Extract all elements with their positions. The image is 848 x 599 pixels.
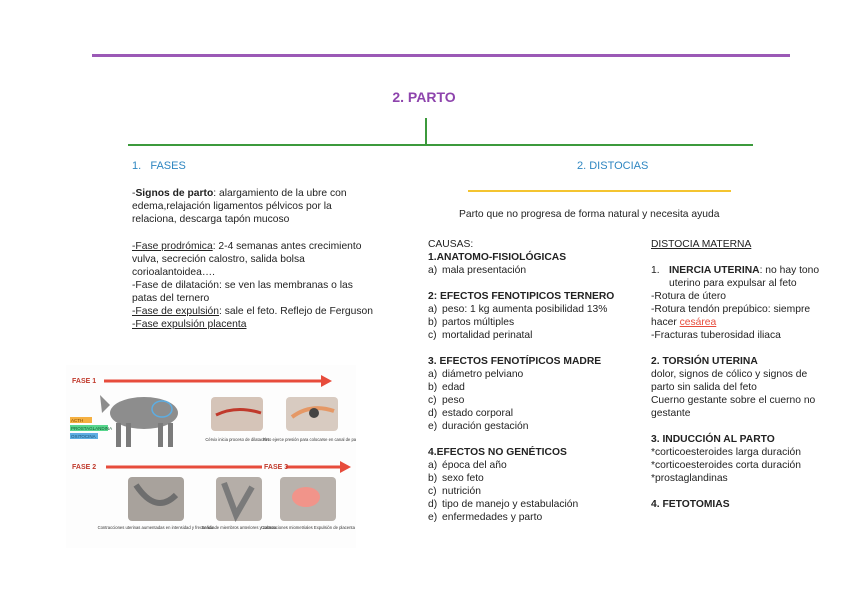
fase3-label: FASE 3 [264, 464, 289, 471]
list-item: e) enfermedades y parto [428, 512, 543, 523]
inercia-item [651, 264, 831, 290]
expulsion-label: -Fase de expulsión [132, 306, 220, 317]
top-divider [92, 54, 790, 57]
prodromica-label: -Fase prodrómica [132, 241, 213, 252]
fases-heading: 1. FASES [132, 160, 186, 172]
list-item: a) época del año [428, 460, 507, 471]
list-item: c) nutrición [428, 486, 481, 497]
page-title: 2. PARTO [392, 89, 456, 105]
placenta-line: -Fase expulsión placenta [132, 319, 247, 330]
signos-label: Signos de parto [135, 188, 214, 199]
group-4-title: 4.EFECTOS NO GENÉTICOS [428, 447, 567, 458]
causas-label: CAUSAS: [428, 239, 474, 250]
legend-oxitocina: OXITOCINA [71, 434, 96, 439]
cervix-caption: Cérvix inicia proceso de dilatación [205, 437, 269, 442]
distocias-definition: Parto que no progresa de forma natural y necesita ayuda [459, 209, 720, 220]
fetotomias-title: 4. FETOTOMIAS [651, 499, 730, 510]
list-item: c) peso [428, 395, 465, 406]
induccion-item: *corticoesteroides corta duración [651, 460, 801, 471]
fase2-label: FASE 2 [72, 464, 97, 471]
list-item: a) peso: 1 kg aumenta posibilidad 13% [428, 304, 608, 315]
fase1-label: FASE 1 [72, 378, 97, 385]
group-3-list [428, 368, 633, 433]
inercia-number: 1. [651, 265, 660, 276]
list-item: b) sexo feto [428, 473, 484, 484]
list-item: a) mala presentación [428, 265, 527, 276]
rotura-utero: -Rotura de útero [651, 291, 726, 302]
list-item: b) edad [428, 382, 465, 393]
torsion-title: 2. TORSIÓN UTERINA [651, 356, 758, 367]
rotura-tendon: -Rotura tendón prepúbico: siempre hacer [651, 304, 811, 328]
cow-illustration [100, 395, 178, 447]
list-item: e) duración gestación [428, 421, 529, 432]
group-2-title: 2: EFECTOS FENOTIPICOS TERNERO [428, 291, 615, 302]
contracciones-caption: Contracciones uterinas aumentadas en intensidad y frecuencia [97, 525, 215, 530]
salida-caption: Salida de miembros anteriores y cabeza [201, 525, 277, 530]
expulsion-text: : sale el feto. Reflejo de Ferguson [219, 306, 373, 317]
distocias-heading: 2. DISTOCIAS [577, 160, 649, 172]
list-item: a) diámetro pelviano [428, 369, 524, 380]
expulsion-paragraph [132, 305, 377, 318]
induccion-item: *prostaglandinas [651, 473, 728, 484]
list-item: d) estado corporal [428, 408, 513, 419]
list-item: b) partos múltiples [428, 317, 515, 328]
fase2-arrowhead [340, 461, 351, 473]
legend-acth: ACTH [71, 418, 84, 423]
prodromica-text: : 2-4 semanas antes crecimiento vulva, secreción calostro, salida bolsa corioalantoidea…. [132, 241, 362, 278]
induccion-item: *corticoesteroides larga duración [651, 447, 801, 458]
distocia-materna-section [651, 238, 831, 511]
rotura-tendon-line [651, 303, 831, 329]
list-item: d) tipo de manejo y estabulación [428, 499, 579, 510]
materna-heading: DISTOCIA MATERNA [651, 239, 752, 250]
list-item: c) mortalidad perinatal [428, 330, 533, 341]
group-3-title: 3. EFECTOS FENOTÍPICOS MADRE [428, 356, 602, 367]
cuerno-text: Cuerno gestante sobre el cuerno no gestante [651, 395, 816, 419]
prodromica-paragraph [132, 240, 377, 279]
group-2-list [428, 303, 633, 342]
inercia-text: : no hay tono uterino para expulsar al feto [669, 265, 820, 289]
legend-prostaglandina: PROSTAGLANDINA [71, 426, 113, 431]
feto-caption: Feto ejerce presión para colocarse en canal de parto [263, 437, 356, 442]
fases-section [132, 187, 377, 331]
induccion-title: 3. INDUCCIÓN AL PARTO [651, 434, 775, 445]
parto-phases-figure [66, 365, 356, 548]
group-1-title: 1.ANATOMO-FISIOLÓGICAS [428, 252, 567, 263]
signos-paragraph: -Signos de parto: alargamiento de la ubre con edema,relajación ligamentos pélvicos por la relaciona, descarga tapón mucoso [132, 188, 347, 225]
group-1-list [428, 264, 633, 277]
signos-text: : alargamiento de la ubre con edema,relajación ligamentos pélvicos por la relaciona, descarga tapón mucoso [132, 188, 347, 225]
group-4-list [428, 459, 633, 524]
cesarea-link[interactable]: cesárea [679, 317, 717, 328]
dilatacion-line: -Fase de dilatación: se ven las membranas o las patas del ternero [132, 280, 353, 304]
torsion-text: dolor, signos de cólico y signos de parto sin salida del feto [651, 369, 808, 393]
fase1-arrowhead [321, 375, 332, 387]
causas-section [428, 238, 633, 524]
inercia-title: INERCIA UTERINA [669, 265, 760, 276]
tree-connector-horizontal [128, 144, 753, 146]
fracturas: -Fracturas tuberosidad iliaca [651, 330, 781, 341]
distocias-underline [468, 190, 731, 192]
tree-connector-vertical [425, 118, 427, 144]
miometriales-caption: Contracciones miometriales Expulsión de placenta [261, 525, 355, 530]
